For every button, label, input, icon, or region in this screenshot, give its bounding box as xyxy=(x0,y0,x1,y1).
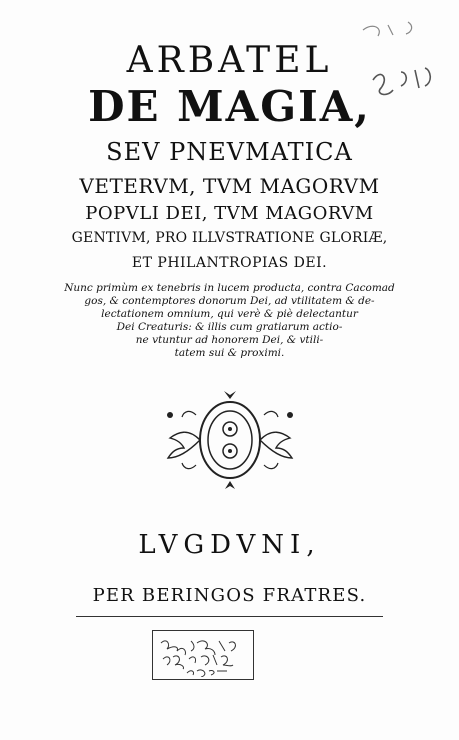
paragraph-line: Nunc primùm ex tenebris in lucem producta, contra Cacomad xyxy=(64,282,395,294)
title-line-4: VETERVM, TVM MAGORVM xyxy=(79,174,380,198)
library-stamp-signature xyxy=(157,633,249,677)
paragraph-line: gos, & contemptores donorum Dei, ad vtilitatem & de- xyxy=(84,295,375,307)
paragraph-line: ne vtuntur ad honorem Dei, & vtili- xyxy=(135,334,324,346)
title-line-2: DE MAGIA, xyxy=(88,82,371,131)
paragraph-line: tatem sui & proximi. xyxy=(174,347,285,359)
subtitle-paragraph xyxy=(0,282,459,360)
paragraph-line: lectationem omnium, qui verè & piè delectantur xyxy=(101,308,358,320)
imprint-city: LVGDVNI, xyxy=(138,530,321,560)
title-line-5: POPVLI DEI, TVM MAGORVM xyxy=(85,203,374,224)
library-stamp xyxy=(152,630,254,680)
printers-device-ornament xyxy=(150,385,310,495)
imprint-rule xyxy=(76,616,383,617)
title-line-6: GENTIVM, PRO ILLVSTRATIONE GLORIÆ, xyxy=(71,230,388,246)
paragraph-line: Dei Creaturis: & illis cum gratiarum actio- xyxy=(116,321,343,333)
title-line-7: ET PHILANTROPIAS DEI. xyxy=(131,255,328,271)
title-line-1: ARBATEL xyxy=(126,40,333,81)
title-line-3: SEV PNEVMATICA xyxy=(106,138,353,166)
imprint-publisher: PER BERINGOS FRATRES. xyxy=(92,585,367,606)
